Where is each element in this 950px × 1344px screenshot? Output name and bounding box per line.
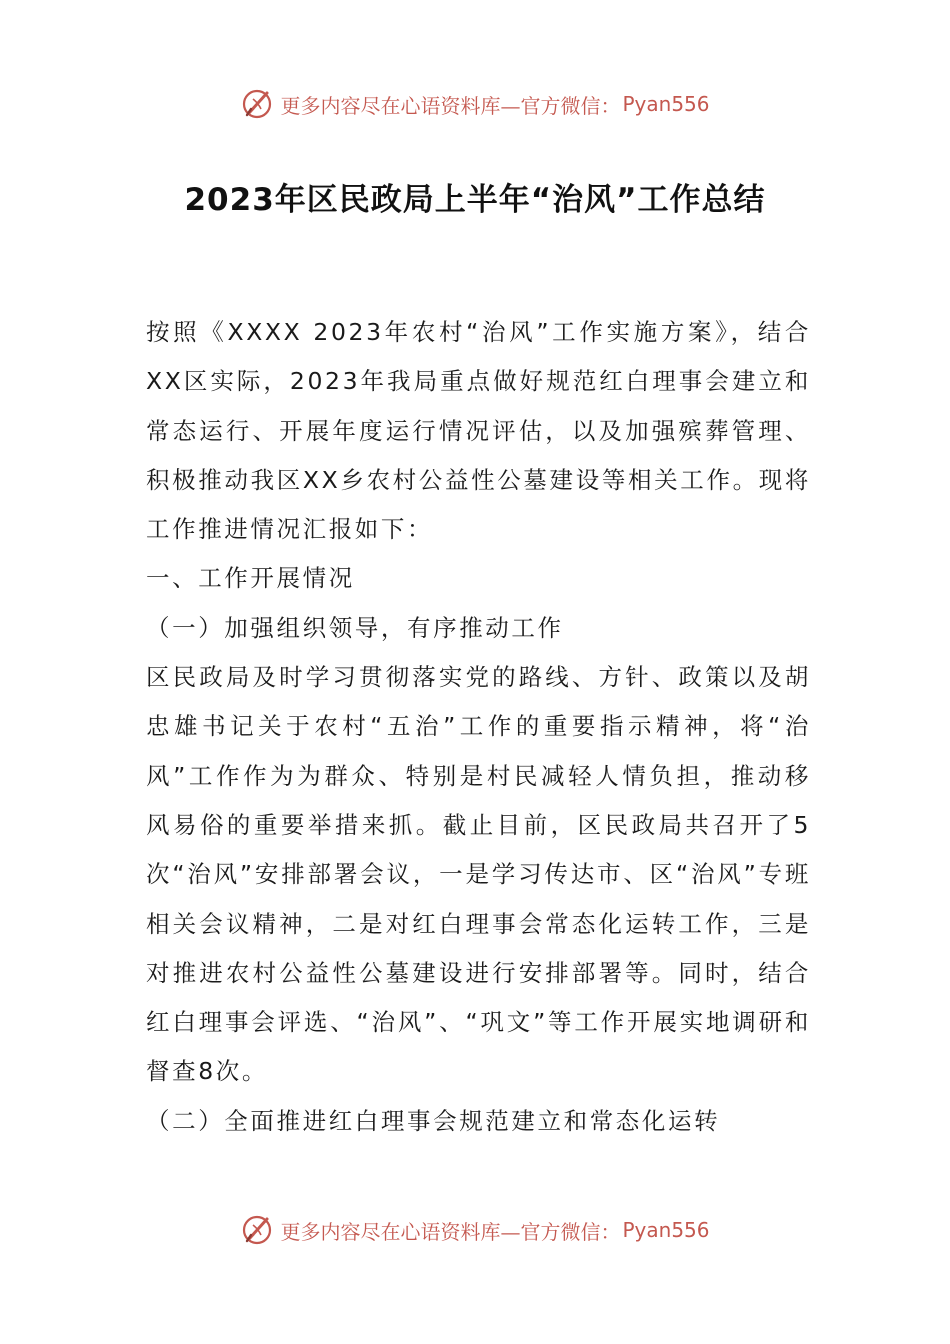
pen-in-circle-icon (240, 87, 274, 121)
watermark-wechat-id: Pyan556 (622, 1218, 710, 1242)
watermark-banner-top (0, 84, 950, 124)
section-heading-1: 一、工作开展情况 (146, 564, 355, 593)
document-title: 2023年区民政局上半年“治风”工作总结 (184, 182, 766, 218)
watermark-text: 更多内容尽在心语资料库—官方微信： (280, 1219, 621, 1244)
watermark-banner-bottom (0, 1210, 950, 1250)
paragraph-organization: 区民政局及时学习贯彻落实党的路线、方针、政策以及胡忠雄书记关于农村“五治”工作的重要指示精神，将“治风”工作作为为群众、特别是村民减轻人情负担，推动移风易俗的重要举措来抓。截止目前，区民政局共召开了5次“治风”安排部署会议，一是学习传达市、区“治风”专班相关会议精神，二是对红白理事会常态化运转工作，三是对推进农村公益性公墓建设进行安排部署等。同时，结合红白理事会评选、“治风”、“巩文”等工作开展实地调研和督查8次。 (146, 663, 811, 1086)
document-body (146, 308, 811, 1146)
subsection-heading-1: （一）加强组织领导，有序推动工作 (146, 613, 564, 642)
paragraph-intro: 按照《XXXX 2023年农村“治风”工作实施方案》，结合XX区实际，2023年我局重点做好规范红白理事会建立和常态运行、开展年度运行情况评估，以及加强殡葬管理、积极推动我区XX乡农村公益性公墓建设等相关工作。现将工作推进情况汇报如下： (146, 318, 811, 544)
pen-in-circle-icon (240, 1213, 274, 1247)
watermark-wechat-id: Pyan556 (622, 92, 710, 116)
watermark-text: 更多内容尽在心语资料库—官方微信： (280, 93, 621, 118)
subsection-heading-2: （二）全面推进红白理事会规范建立和常态化运转 (146, 1106, 721, 1135)
